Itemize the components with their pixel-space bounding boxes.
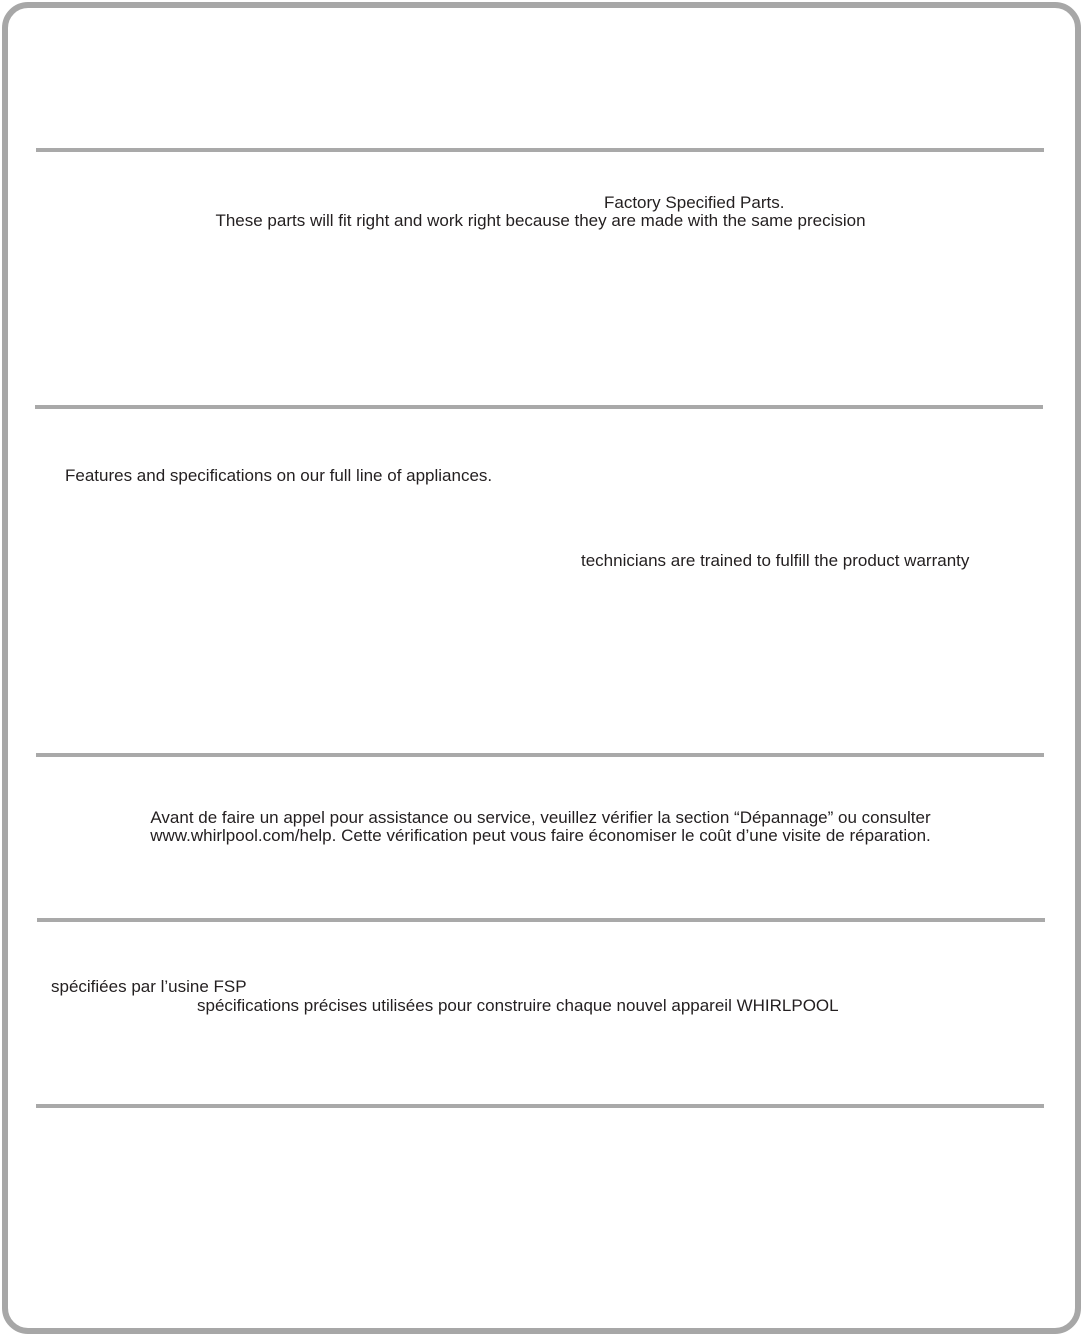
factory-parts-heading: Factory Specified Parts. (604, 193, 785, 212)
features-text: Features and specifications on our full line of appliances. (65, 466, 493, 485)
section-divider (36, 148, 1044, 152)
technicians-text: technicians are trained to fulfill the product warranty (581, 551, 970, 570)
section-divider (36, 1104, 1044, 1108)
parts-precision-text: These parts will fit right and work right because they are made with the same precision (215, 211, 866, 230)
fr-parts-line-1: spécifiées par l’usine FSP (51, 977, 247, 996)
section-divider (36, 753, 1044, 757)
fr-help-line-2: www.whirlpool.com/help. Cette vérification peut vous faire économiser le coût d’une visite de réparation. (150, 826, 931, 845)
fr-parts-line-2: spécifications précises utilisées pour construire chaque nouvel appareil WHIRLPOOL (197, 996, 839, 1015)
section-divider (37, 918, 1045, 922)
fr-help-line-1: Avant de faire un appel pour assistance ou service, veuillez vérifier la section “Dépannage” ou consulter (150, 808, 931, 827)
section-divider (35, 405, 1043, 409)
page-border (2, 2, 1081, 1334)
